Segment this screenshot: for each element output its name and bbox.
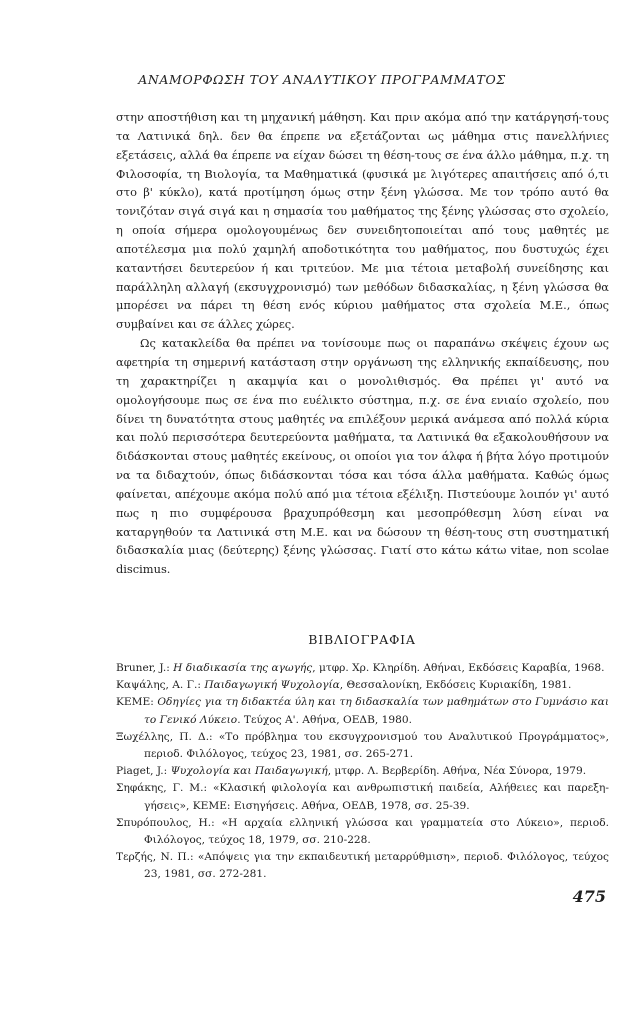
bib-details: «Απόψεις για την εκπαιδευτική μεταρρύθμιση», περιοδ. Φιλόλογος, τεύχος 23, 1981, σσ. 272-281. [144,851,609,881]
bibliography-entry [116,780,609,814]
bibliography-heading: ΒΙΒΛΙΟΓΡΑΦΙΑ [308,632,416,647]
paragraph: στην αποστήθιση και τη μηχανική μάθηση. Και πριν ακόμα από την κατάργησή-τους τα Λατινικά δηλ. δεν θα έπρεπε να εξετάζονται ως μάθημα στις πανελλήνιες εξετάσεις, αλλά θα έπρεπε να είχαν δώσει τη θέση-τους σε ένα άλλο μάθημα, π.χ. τη Φιλοσοφία, τη Βιολογία, τα Μαθηματικά (φυσικά με λιγότερες απαιτήσεις από ό,τι στο β' κύκλο), κατά προτίμηση όμως στην ξένη γλώσσα. Με τον τρόπο αυτό θα τονιζόταν σιγά σιγά και η σημασία του μαθήματος της ξένης γλώσσας στο σχολείο, η οποία σήμερα ομολογουμένως δεν συνειδητοποιείται από τους μαθητές με αποτέλεσμα μια πολύ χαμηλή αποδοτικότητα του μαθήματος, που δυστυχώς έχει καταντήσει δευτερεύον ή και τριτεύον. Με μια τέτοια μεταβολή συνείδησης και παράλληλη αλλαγή (εκσυγχρονισμό) των μεθόδων διδασκαλίας, η ξένη γλώσσα θα μπορέσει να πάρει τη θέση ενός κύριου μαθήματος στα σχολεία Μ.Ε., όπως συμβαίνει και σε άλλες χώρες. [116,110,609,332]
paragraph: Ως κατακλείδα θα πρέπει να τονίσουμε πως οι παραπάνω σκέψεις έχουν ως αφετηρία τη σημερινή κατάσταση στην οργάνωση της ελληνικής εκπαίδευσης, που τη χαρακτηρίζει η ακαμψία και ο μονολιθισμός. Θα πρέπει γι' αυτό να ομολογήσουμε πως σε ένα πιο ευέλικτο σύστημα, π.χ. σε ένα ενιαίο σχολείο, που δίνει τη δυνατότητα στους μαθητές να επιλέξουν μερικά ανάμεσα από πολλά κύρια και πολύ περισσότερα δευτερεύοντα μαθήματα, τα Λατινικά θα εξακολουθήσουν να διδάσκονται στους μαθητές εκείνους, οι οποίοι για τον άλφα ή βήτα λόγο προτιμούν να τα διδαχτούν, όπως διδάσκονται τόσα και τόσα άλλα μαθήματα. Καθώς όμως φαίνεται, απέχουμε ακόμα πολύ από μια τέτοια εξέλιξη. Πιστεύουμε λοιπόν γι' αυτό πως η πιο συμφέρουσα βραχυπρόθεσμη και μεσοπρόθεσμη λύση είναι να καταργηθούν τα Λατινικά στη Μ.Ε. και να δώσουν τη θέση-τους στη συστηματική διδασκαλία μιας (δεύτερης) ξένης γλώσσας. Γιατί στο κάτω κάτω vitae, non scolae discimus. [116,336,609,577]
bibliography-entry [116,677,609,694]
bib-author: ΚΕΜΕ: [116,696,158,709]
bibliography-entry [116,815,609,849]
bib-title: Ψυχολογία και Παιδαγωγική [170,765,328,778]
bibliography-entry [116,694,609,728]
bib-author: Bruner, J.: [116,662,174,674]
page-number: 475 [572,887,606,906]
bib-details: , μτφρ. Χρ. Κληρίδη. Αθήναι, Εκδόσεις Καραβία, 1968. [312,662,605,674]
running-head: ΑΝΑΜΟΡΦΩΣΗ ΤΟΥ ΑΝΑΛΥΤΙΚΟΥ ΠΡΟΓΡΑΜΜΑΤΟΣ [138,72,506,87]
bibliography-entry [116,763,609,780]
bib-author: Ξωχέλλης, Π. Δ.: [116,730,219,743]
bibliography-entry [116,660,609,677]
bib-author: Piaget, J.: [116,765,171,778]
bib-details: «Η αρχαία ελληνική γλώσσα και γραμματεία στο Λύκειο», περιοδ. Φιλόλογος, τεύχος 18, 1979, σσ. 210-228. [144,816,609,847]
bib-title: Η διαδικασία της αγωγής [173,662,313,674]
bib-title: Παιδαγωγική Ψυχολογία [204,679,340,692]
bib-author: Σηφάκης, Γ. Μ.: [116,782,213,795]
bib-details: , μτφρ. Λ. Βερβερίδη. Αθήνα, Νέα Σύνορα, 1979. [327,765,587,778]
body-text [116,108,609,579]
bib-details: . Τεύχος Α'. Αθήνα, ΟΕΔΒ, 1980. [237,713,412,726]
bibliography-list [116,660,609,884]
bib-author: Σπυρόπουλος, Η.: [116,816,222,829]
bib-details: «Το πρόβλημα του εκσυγχρονισμού του Αναλυτικού Προγράμματος», περιοδ. Φιλόλογος, τεύχος 23, 1981, σσ. 265-271. [144,730,609,761]
bib-title: Οδηγίες για τη διδακτέα ύλη και τη διδασκαλία των μαθημάτων στο Γυμνάσιο και το Γενικό Λύκειο [144,696,609,726]
bib-details: , Θεσσαλονίκη, Εκδόσεις Κυριακίδη, 1981. [339,679,572,692]
bib-author: Τερζής, Ν. Π.: [116,851,198,864]
bibliography-entry [116,729,609,763]
bib-author: Καψάλης, Α. Γ.: [116,679,205,692]
bib-details: «Κλασική φιλολογία και ανθρωπιστική παιδεία, Αλήθειες και παρεξηγήσεις», ΚΕΜΕ: Εισηγήσεις. Αθήνα, ΟΕΔΒ, 1978, σσ. 25-39. [144,782,609,812]
bibliography-entry [116,849,609,883]
